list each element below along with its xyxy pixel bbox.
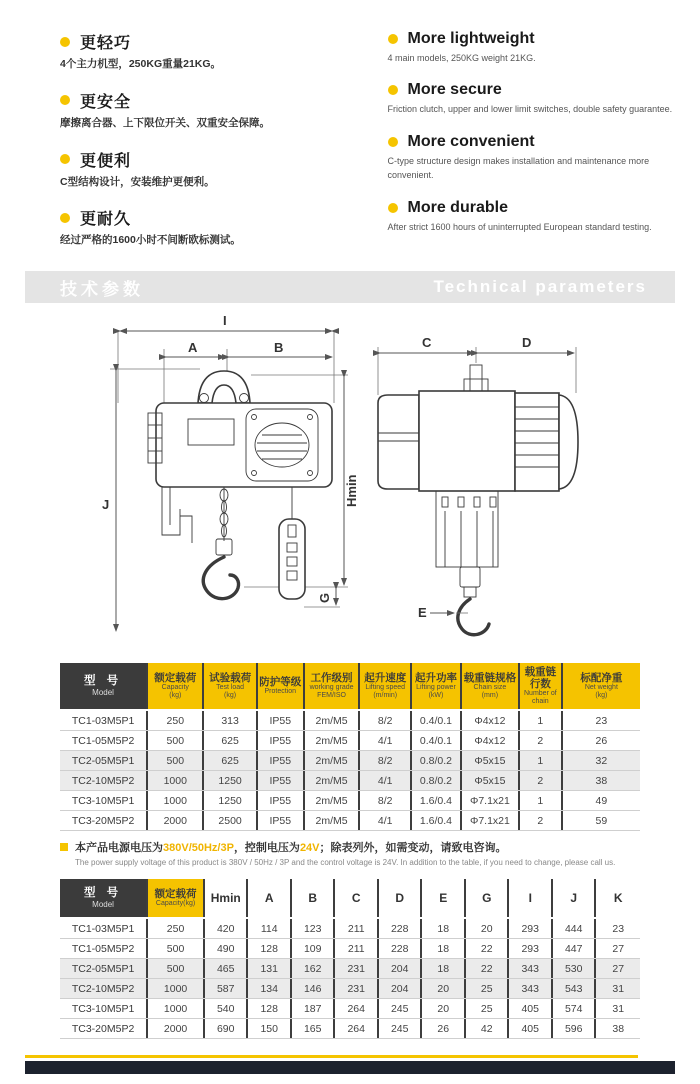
table-cell: IP55: [258, 711, 305, 730]
table-cell: IP55: [258, 791, 305, 810]
table-cell: 2m/M5: [305, 731, 361, 750]
table-cell: 42: [466, 1019, 510, 1038]
feature-desc: C型结构设计，安装维护更便利。: [60, 175, 215, 188]
dimension-label-d: D: [522, 335, 532, 351]
column-header: 试验载荷 Test load (kg): [204, 663, 257, 709]
table-row: [60, 979, 640, 999]
note-text: 本产品电源电压为: [75, 842, 163, 855]
table-cell: 264: [335, 999, 379, 1018]
table-cell: 23: [612, 922, 625, 935]
table-cell: Φ4x12: [462, 731, 520, 750]
table-cell: 420: [205, 919, 249, 938]
table-cell: 264: [335, 1019, 379, 1038]
column-header: 防护等级 Protection: [258, 663, 305, 709]
table-cell: 22: [466, 959, 510, 978]
dimension-label-j: J: [102, 497, 110, 513]
column-header: 标配净重 Net weight (kg): [563, 663, 640, 709]
table-cell: 540: [205, 999, 249, 1018]
table-cell: 1000: [148, 771, 204, 790]
feature-desc: 经过严格的1600小时不间断欧标测试。: [60, 234, 241, 247]
feature-item: [60, 30, 368, 73]
column-header: 载重链行数 Number of chain: [520, 663, 563, 709]
table-cell: 245: [379, 999, 423, 1018]
feature-item: [388, 30, 676, 65]
table-cell: 293: [509, 939, 553, 958]
table-cell: Φ5x15: [462, 771, 520, 790]
table-cell: 0.4/0.1: [412, 711, 462, 730]
table-cell: Φ5x15: [462, 751, 520, 770]
front-view-drawing: [96, 311, 364, 649]
side-view-drawing: [364, 311, 604, 649]
table-cell: 134: [248, 979, 292, 998]
voltage-note: [60, 839, 640, 867]
table-cell: 8/2: [360, 711, 412, 730]
bullet-dot-icon: [388, 203, 398, 213]
page-footer: [0, 1055, 700, 1074]
table-cell: 211: [335, 939, 379, 958]
table-cell: 4/1: [360, 811, 412, 830]
spec-table-load: [60, 663, 640, 831]
dimension-label-a: A: [188, 340, 198, 356]
table-cell: 293: [509, 919, 553, 938]
table-cell: 574: [553, 999, 597, 1018]
table-cell: 500: [148, 939, 205, 958]
table-cell: 18: [422, 919, 466, 938]
table-cell: 23: [595, 714, 608, 727]
table-cell: 59: [595, 814, 608, 827]
dimension-label-b: B: [274, 340, 284, 356]
column-header: 型 号 Model: [60, 879, 148, 917]
table-cell: 123: [292, 919, 336, 938]
model-cell: TC1-03M5P1: [60, 711, 148, 730]
table-cell: 465: [205, 959, 249, 978]
table-cell: 162: [292, 959, 336, 978]
table-row: [60, 751, 640, 771]
table-cell: 131: [248, 959, 292, 978]
table-cell: 20: [422, 999, 466, 1018]
model-cell: TC3-20M5P2: [60, 1019, 148, 1038]
feature-desc: Friction clutch, upper and lower limit switches, double safety guarantee.: [387, 104, 673, 115]
table-cell: 500: [148, 959, 205, 978]
table-cell: 625: [204, 731, 257, 750]
table-cell: 231: [335, 959, 379, 978]
table-cell: 38: [595, 774, 608, 787]
feature-desc: 4个主力机型，250KG重量21KG。: [60, 58, 222, 70]
section-banner: [25, 271, 675, 303]
table-cell: 690: [205, 1019, 249, 1038]
table-cell: 250: [148, 919, 205, 938]
table-cell: 18: [422, 939, 466, 958]
table-cell: Φ7.1x21: [462, 791, 520, 810]
column-header: E: [422, 879, 466, 917]
table-cell: 20: [466, 919, 510, 938]
table-cell: 625: [204, 751, 257, 770]
table-cell: Φ7.1x21: [462, 811, 520, 830]
bullet-dot-icon: [60, 95, 70, 105]
table-cell: 38: [612, 1022, 625, 1035]
column-header: I: [509, 879, 553, 917]
bullet-dot-icon: [388, 137, 398, 147]
table-cell: 165: [292, 1019, 336, 1038]
table-cell: 1: [520, 711, 563, 730]
table-cell: 228: [379, 939, 423, 958]
table-row: [60, 731, 640, 751]
column-header: Hmin: [205, 879, 249, 917]
table-cell: 204: [379, 979, 423, 998]
feature-title: 更耐久: [80, 211, 132, 229]
column-header: 额定载荷 Capacity (kg): [148, 663, 204, 709]
feature-item: [60, 206, 368, 249]
table-cell: IP55: [258, 751, 305, 770]
bullet-dot-icon: [60, 37, 70, 47]
table-cell: 313: [204, 711, 257, 730]
table-cell: 500: [148, 731, 204, 750]
table-cell: 2m/M5: [305, 771, 361, 790]
model-cell: TC3-10M5P1: [60, 791, 148, 810]
feature-column-en: [368, 30, 676, 265]
note-highlight-voltage: 380V/50Hz/3P: [163, 842, 234, 855]
bullet-dot-icon: [60, 154, 70, 164]
table-row: [60, 711, 640, 731]
feature-item: [60, 148, 368, 191]
table-row: [60, 1019, 640, 1039]
table-cell: 343: [509, 959, 553, 978]
spec-table-dimensions: [60, 879, 640, 1039]
table-cell: 596: [553, 1019, 597, 1038]
note-highlight-control-voltage: 24V: [299, 842, 320, 855]
table-cell: 114: [248, 919, 292, 938]
table-cell: 2000: [148, 1019, 205, 1038]
model-cell: TC3-20M5P2: [60, 811, 148, 830]
bullet-dot-icon: [388, 85, 398, 95]
dimension-label-c: C: [422, 335, 432, 351]
model-cell: TC2-05M5P1: [60, 751, 148, 770]
table-cell: 500: [148, 751, 204, 770]
table-row: [60, 999, 640, 1019]
feature-item: [388, 81, 676, 116]
table-cell: 20: [422, 979, 466, 998]
footer-yellow-rule: [25, 1055, 638, 1058]
table-cell: 0.8/0.2: [412, 771, 462, 790]
column-header: A: [248, 879, 292, 917]
table-cell: 1000: [148, 979, 205, 998]
table-cell: 187: [292, 999, 336, 1018]
feature-desc: 摩擦离合器、上下限位开关、双重安全保障。: [60, 116, 270, 129]
feature-title: More lightweight: [407, 30, 535, 47]
feature-desc: After strict 1600 hours of uninterrupted European standard testing.: [387, 221, 652, 232]
model-cell: TC2-10M5P2: [60, 979, 148, 998]
table-cell: 444: [553, 919, 597, 938]
model-cell: TC1-05M5P2: [60, 731, 148, 750]
table-cell: 25: [466, 999, 510, 1018]
table-cell: 1: [520, 791, 563, 810]
column-header: K: [596, 879, 640, 917]
table-cell: 1.6/0.4: [412, 811, 462, 830]
table-row: [60, 791, 640, 811]
dimension-label-hmin: Hmin: [344, 474, 359, 508]
table-cell: 27: [612, 962, 625, 975]
bullet-dot-icon: [388, 34, 398, 44]
table-cell: 343: [509, 979, 553, 998]
column-header: J: [553, 879, 597, 917]
table-cell: 405: [509, 999, 553, 1018]
table-cell: 1250: [204, 791, 257, 810]
table-cell: 128: [248, 999, 292, 1018]
table-cell: 31: [612, 1002, 625, 1015]
table-cell: 490: [205, 939, 249, 958]
table-row: [60, 771, 640, 791]
table-cell: 204: [379, 959, 423, 978]
table-cell: 128: [248, 939, 292, 958]
table-row: [60, 811, 640, 831]
voltage-note-zh: [60, 839, 640, 855]
feature-title: More secure: [407, 81, 502, 99]
table-cell: 109: [292, 939, 336, 958]
table-header-row: [60, 879, 640, 919]
table-cell: 231: [335, 979, 379, 998]
feature-title: 更便利: [80, 152, 132, 170]
table-cell: 2m/M5: [305, 791, 361, 810]
table-cell: 405: [509, 1019, 553, 1038]
dimension-label-i: I: [223, 313, 227, 329]
table-cell: 211: [335, 919, 379, 938]
table-cell: 543: [553, 979, 597, 998]
table-cell: 49: [595, 794, 608, 807]
note-text: ，控制电压为: [233, 842, 300, 855]
table-cell: 1000: [148, 791, 204, 810]
table-cell: 4/1: [360, 731, 412, 750]
feature-item: [60, 89, 368, 132]
table-cell: 8/2: [360, 791, 412, 810]
table-cell: IP55: [258, 811, 305, 830]
table-cell: 2m/M5: [305, 751, 361, 770]
table-cell: 26: [422, 1019, 466, 1038]
model-cell: TC1-05M5P2: [60, 939, 148, 958]
footer-dark-rule: [25, 1061, 675, 1074]
table-cell: 228: [379, 919, 423, 938]
table-cell: Φ4x12: [462, 711, 520, 730]
model-cell: TC1-03M5P1: [60, 919, 148, 938]
table-cell: 250: [148, 711, 204, 730]
column-header: 型 号 Model: [60, 663, 148, 709]
table-cell: 530: [553, 959, 597, 978]
table-row: [60, 919, 640, 939]
column-header: 额定载荷 Capacity(kg): [148, 879, 205, 917]
feature-title: 更安全: [80, 93, 132, 111]
table-cell: 26: [595, 734, 608, 747]
column-header: 工作级别 working grade FEM/ISO: [305, 663, 361, 709]
table-cell: 25: [466, 979, 510, 998]
table-cell: 1250: [204, 771, 257, 790]
table-cell: 27: [612, 942, 625, 955]
table-row: [60, 939, 640, 959]
table-cell: IP55: [258, 731, 305, 750]
table-cell: 22: [466, 939, 510, 958]
model-cell: TC3-10M5P1: [60, 999, 148, 1018]
table-cell: 31: [612, 982, 625, 995]
table-cell: 2500: [204, 811, 257, 830]
banner-title-en: Technical parameters: [433, 277, 647, 297]
table-cell: 0.8/0.2: [412, 751, 462, 770]
note-text: ；除表列外，如需变动，请致电咨询。: [319, 842, 507, 855]
table-cell: 150: [248, 1019, 292, 1038]
table-cell: 2: [520, 811, 563, 830]
feature-title: More convenient: [407, 132, 535, 150]
table-cell: IP55: [258, 771, 305, 790]
feature-item: [388, 133, 676, 183]
feature-desc: 4 main models, 250KG weight 21KG.: [387, 53, 536, 63]
feature-column-zh: [60, 30, 368, 265]
column-header: B: [292, 879, 336, 917]
column-header: D: [379, 879, 423, 917]
bullet-dot-icon: [60, 213, 70, 223]
column-header: 起升功率 Lifting power (kW): [412, 663, 462, 709]
table-cell: 2000: [148, 811, 204, 830]
voltage-note-en: The power supply voltage of this product is 380V / 50Hz / 3P and the control voltage is 24V. In addition to the table, if you need to change, please call us.: [75, 858, 616, 868]
table-cell: 1: [520, 751, 563, 770]
feature-item: [388, 199, 676, 234]
feature-desc: C-type structure design makes installation and maintenance more convenient.: [387, 155, 650, 181]
table-row: [60, 959, 640, 979]
table-cell: 2m/M5: [305, 711, 361, 730]
column-header: 起升速度 Lifting speed (m/min): [360, 663, 412, 709]
table-cell: 1.6/0.4: [412, 791, 462, 810]
table-cell: 0.4/0.1: [412, 731, 462, 750]
table-cell: 2m/M5: [305, 811, 361, 830]
table-cell: 587: [205, 979, 249, 998]
technical-drawings: [0, 311, 700, 649]
table-cell: 18: [422, 959, 466, 978]
table-cell: 2: [520, 731, 563, 750]
square-bullet-icon: [60, 843, 68, 851]
dimension-label-g: G: [317, 593, 332, 604]
dimension-label-e: E: [418, 605, 427, 621]
table-cell: 2: [520, 771, 563, 790]
banner-title-zh: 技术参数: [60, 279, 144, 299]
feature-list: [0, 0, 700, 265]
table-cell: 32: [595, 754, 608, 767]
column-header: G: [466, 879, 510, 917]
model-cell: TC2-05M5P1: [60, 959, 148, 978]
table-header-row: [60, 663, 640, 711]
table-cell: 146: [292, 979, 336, 998]
table-cell: 8/2: [360, 751, 412, 770]
model-cell: TC2-10M5P2: [60, 771, 148, 790]
column-header: C: [335, 879, 379, 917]
table-cell: 245: [379, 1019, 423, 1038]
feature-title: More durable: [407, 198, 508, 216]
table-cell: 4/1: [360, 771, 412, 790]
table-cell: 447: [553, 939, 597, 958]
table-cell: 1000: [148, 999, 205, 1018]
column-header: 载重链规格 Chain size (mm): [462, 663, 520, 709]
feature-title: 更轻巧: [80, 35, 132, 52]
